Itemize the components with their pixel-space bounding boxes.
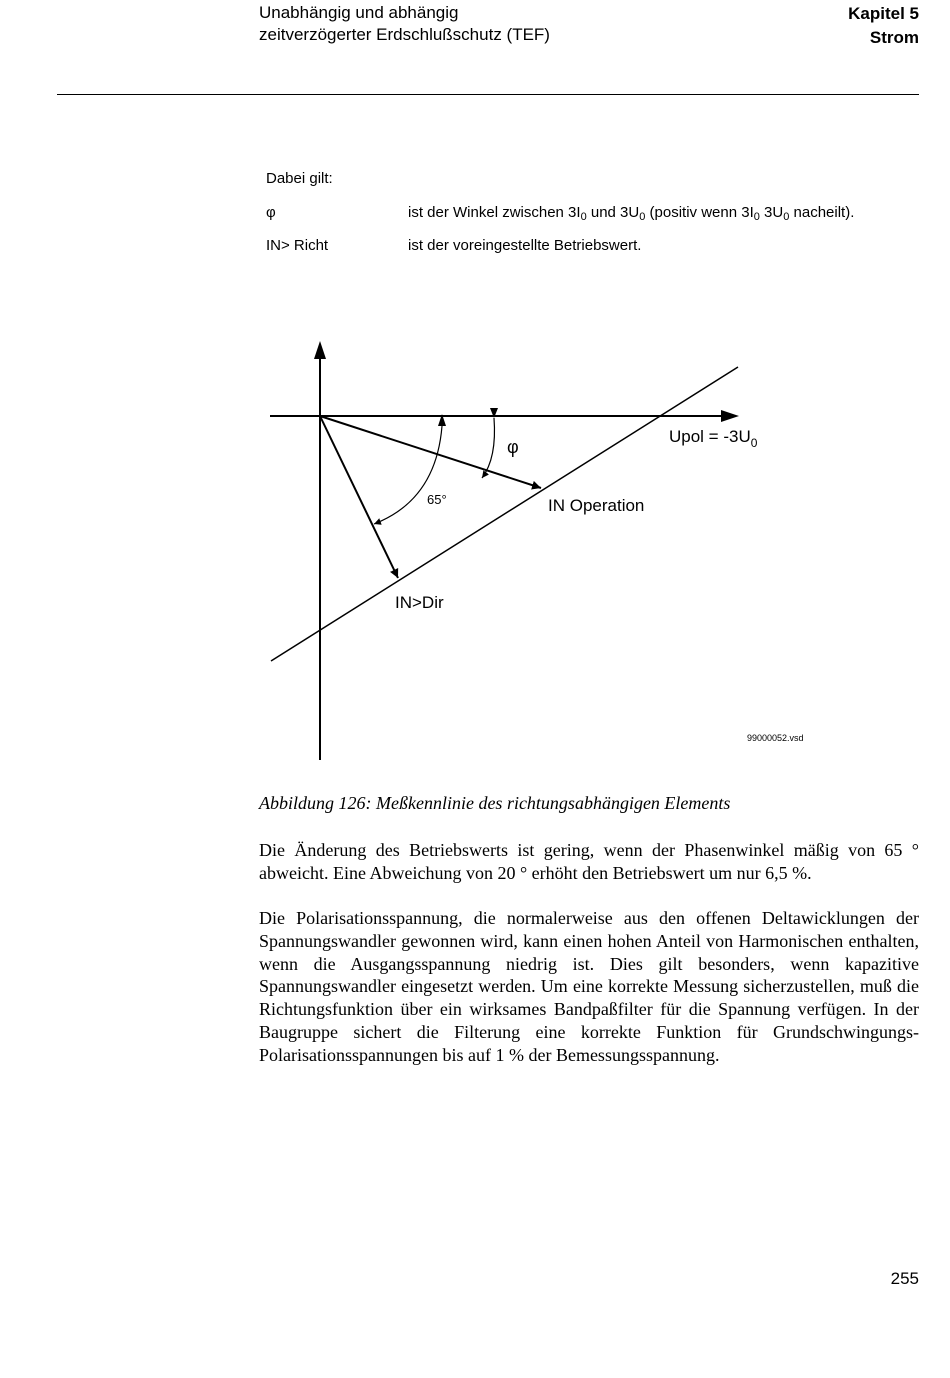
in-dir-label: IN>Dir: [395, 593, 444, 612]
in-operation-label: IN Operation: [548, 496, 645, 515]
definition-term: IN> Richt: [266, 237, 329, 254]
definition-description: ist der Winkel zwischen $3I_0$ und $3U_0$ (positiv wenn $3I_0$ $3U_0$ nacheilt).: [408, 204, 855, 223]
section-title-line1: Unabhängig und abhängig: [259, 3, 459, 22]
in-dir-vector: [320, 416, 398, 578]
section-title-line2: zeitverzögerter Erdschlußschutz (TEF): [259, 25, 550, 44]
definition-term: φ: [266, 204, 276, 221]
body-paragraph-1: Die Änderung des Betriebswerts ist gering, wenn der Phasenwinkel mäßig von 65 ° abweicht. Eine Abweichung von 20 ° erhöht den Betriebswert um nur 6,5 %.: [259, 840, 919, 883]
chapter-name: Strom: [869, 28, 919, 47]
characteristic-line: [271, 367, 738, 661]
phi-label: φ: [507, 437, 519, 457]
horizontal-axis-arrowhead: [721, 410, 739, 422]
page-number: 255: [890, 1269, 919, 1288]
definition-description: ist der voreingestellte Betriebswert.: [408, 237, 642, 254]
definitions-intro: Dabei gilt:: [266, 170, 333, 187]
chapter-number: Kapitel 5: [848, 4, 919, 23]
angle-65-arc: [374, 426, 442, 524]
angle-65-label: 65°: [427, 492, 447, 507]
body-paragraph-2: Die Polarisationsspannung, die normalerweise aus den offenen Deltawicklungen der Spannungswandler gewonnen wird, kann einen hohen Anteil von Harmonischen enthalten, wenn die Ausgangsspannung niedrig ist. Dies gilt besonders, wenn kapazitive Spannungswandler eingesetzt werden. Um eine korrekte Messung sicherzustellen, muß die Richtungsfunktion über ein wirksames Bandpaßfilter für die Spannung verfügen. In der Baugruppe sichert die Filterung eine korrekte Funktion für Grundschwingungs-Polarisationsspannungen bis auf 1 % der Bemessungsspannung.: [259, 908, 919, 1065]
upol-label: Upol = $-3U_0$: [669, 427, 758, 450]
vertical-axis-arrowhead: [314, 341, 326, 359]
file-reference: 99000052.vsd: [747, 733, 804, 743]
figure-caption: Abbildung 126: Meßkennlinie des richtungsabhängigen Elements: [259, 793, 731, 813]
